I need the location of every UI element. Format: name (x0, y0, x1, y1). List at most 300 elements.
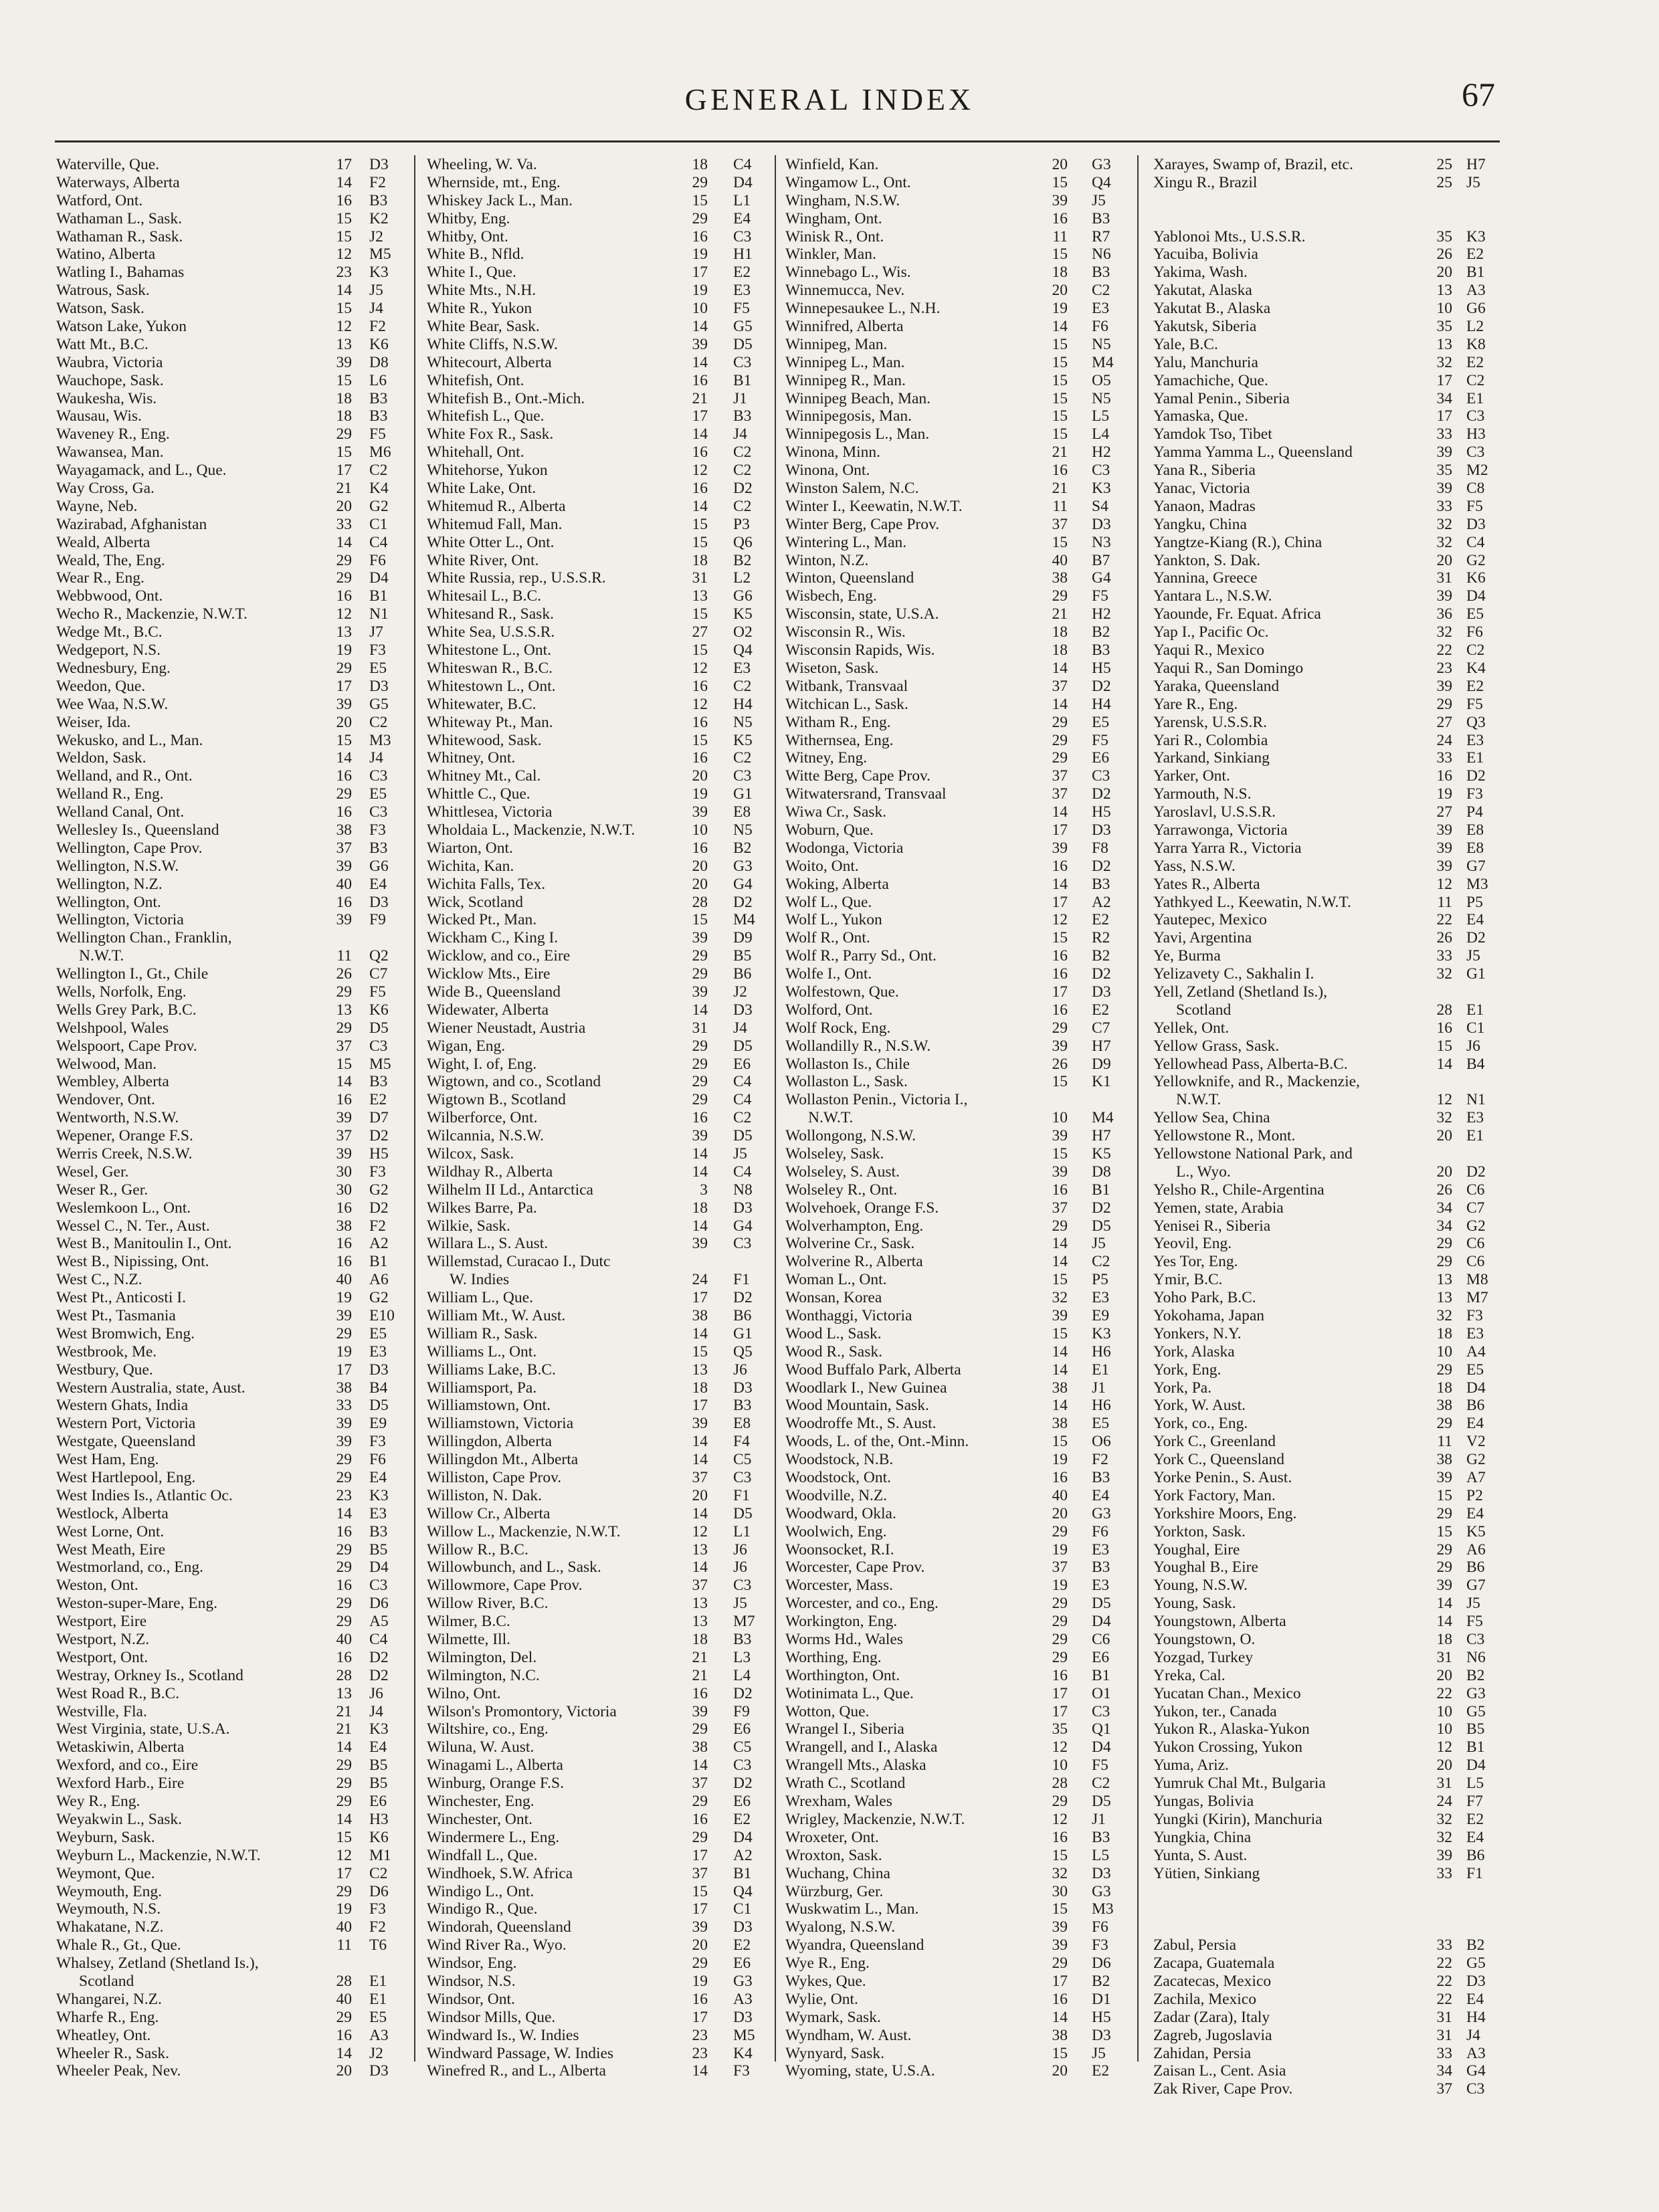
index-entry (56, 1847, 404, 1865)
grid-ref: D2 (733, 893, 753, 911)
map-page: 15 (336, 1055, 352, 1073)
place-name: Yacuiba, Bolivia (1153, 245, 1258, 264)
index-entry (785, 1613, 1127, 1631)
place-name: Wilson's Promontory, Victoria (427, 1702, 617, 1720)
map-page: 29 (1436, 1235, 1452, 1253)
index-entry (1153, 372, 1501, 390)
grid-ref: C4 (733, 1091, 752, 1109)
place-name: Worthington, Ont. (785, 1666, 900, 1684)
grid-ref: C6 (1466, 1253, 1485, 1271)
map-page: 24 (1436, 731, 1452, 749)
place-name: Watino, Alberta (56, 245, 156, 264)
place-name: Yell, Zetland (Shetland Is.), (1153, 983, 1327, 1001)
index-entry (56, 1199, 404, 1217)
index-entry (785, 1307, 1127, 1325)
place-name: Withernsea, Eng. (785, 731, 894, 749)
index-entry (1153, 858, 1501, 876)
grid-ref: D3 (1466, 515, 1486, 533)
map-page: 20 (1052, 156, 1068, 173)
place-name: Witham R., Eng. (785, 713, 891, 731)
place-name: Winchester, Eng. (427, 1793, 534, 1811)
grid-ref: E5 (369, 785, 387, 803)
place-name: Whitemud R., Alberta (427, 497, 566, 515)
index-entry (56, 1163, 404, 1181)
grid-ref: K2 (369, 209, 389, 227)
index-entry (427, 785, 765, 803)
map-page: 38 (692, 1738, 708, 1756)
index-entry (1153, 1703, 1501, 1721)
place-name: Waterways, Alberta (56, 173, 180, 191)
map-page: 20 (1436, 1127, 1452, 1145)
grid-ref: K3 (1466, 227, 1486, 245)
grid-ref: C4 (1466, 533, 1485, 551)
index-entry (785, 1865, 1127, 1883)
place-name: Yablonoi Mts., U.S.S.R. (1153, 227, 1306, 245)
grid-ref: A5 (369, 1613, 389, 1631)
grid-ref: G2 (1466, 1451, 1486, 1469)
map-page: 29 (1052, 1613, 1068, 1631)
place-name: Winona, Minn. (785, 443, 880, 462)
map-page: 32 (1436, 965, 1452, 983)
grid-ref: F1 (733, 1271, 750, 1289)
grid-ref: D3 (733, 2008, 753, 2026)
place-name: Wintering L., Man. (785, 533, 907, 551)
place-name: Whernside, mt., Eng. (427, 173, 561, 191)
map-page: 29 (1052, 1217, 1068, 1235)
map-page: 14 (692, 1163, 708, 1181)
grid-ref: F3 (369, 821, 386, 839)
map-page: 39 (692, 929, 708, 947)
grid-ref: E5 (369, 1324, 387, 1342)
index-entry (427, 1775, 765, 1793)
map-page: 10 (1436, 1702, 1452, 1720)
grid-ref: C8 (1466, 480, 1485, 498)
map-page: 17 (1052, 983, 1068, 1001)
place-name: Winnepesaukee L., N.H. (785, 300, 941, 318)
index-entry (1153, 282, 1501, 300)
map-page: 16 (336, 587, 352, 605)
index-entry (427, 534, 765, 552)
grid-ref: M7 (1466, 1289, 1488, 1307)
place-name: Yarra Yarra R., Victoria (1153, 839, 1302, 857)
index-entry (427, 1720, 765, 1738)
place-name: Yakutsk, Siberia (1153, 318, 1257, 336)
place-name: Workington, Eng. (785, 1613, 898, 1631)
place-name: Westport, N.Z. (56, 1631, 150, 1649)
grid-ref: B3 (1092, 1559, 1110, 1577)
grid-ref: R2 (1092, 929, 1110, 947)
grid-ref: D3 (1092, 1864, 1111, 1882)
map-page: 17 (692, 2008, 708, 2026)
index-entry (1153, 911, 1501, 929)
place-name: Whitefish L., Que. (427, 407, 545, 425)
index-entry (1153, 1235, 1501, 1253)
grid-ref: H5 (1092, 803, 1111, 821)
map-page: 17 (692, 407, 708, 425)
place-name: Witbank, Transvaal (785, 677, 908, 695)
index-entry (56, 605, 404, 623)
place-name: Yamaska, Que. (1153, 407, 1248, 425)
map-page: 14 (692, 497, 708, 515)
map-page: 22 (1436, 1954, 1452, 1973)
map-page: 39 (336, 1433, 352, 1451)
map-page: 39 (1436, 587, 1452, 605)
place-name: Winburg, Orange F.S. (427, 1775, 564, 1793)
map-page: 29 (692, 173, 708, 191)
grid-ref: E6 (733, 1954, 751, 1973)
grid-ref: F3 (733, 2062, 750, 2080)
index-entry (56, 462, 404, 480)
index-entry (1153, 876, 1501, 894)
grid-ref: C7 (1092, 1019, 1110, 1037)
map-page: 22 (1436, 1972, 1452, 1990)
grid-ref: G2 (1466, 1217, 1486, 1235)
index-entry (785, 1811, 1127, 1829)
place-name: Yreka, Cal. (1153, 1666, 1226, 1684)
grid-ref: C3 (733, 353, 752, 371)
index-entry (1153, 1469, 1501, 1487)
grid-ref: B1 (1466, 264, 1485, 282)
place-name: Winefred R., and L., Alberta (427, 2062, 606, 2080)
map-page: 37 (1052, 767, 1068, 785)
place-name: West Road R., B.C. (56, 1684, 180, 1702)
index-entry (427, 1613, 765, 1631)
map-page: 13 (336, 335, 352, 353)
map-page: 32 (1436, 1307, 1452, 1324)
grid-ref: F3 (369, 641, 386, 660)
index-column-2 (427, 156, 765, 2080)
map-page: 29 (1436, 1540, 1452, 1559)
grid-ref: D3 (369, 156, 389, 173)
index-entry (56, 443, 404, 462)
map-page: 20 (692, 875, 708, 893)
map-page: 15 (692, 533, 708, 551)
map-page: 33 (1436, 425, 1452, 443)
place-name: Weslemkoon L., Ont. (56, 1199, 191, 1217)
place-name: Yaounde, Fr. Equat. Africa (1153, 605, 1321, 623)
place-name: Wyoming, state, U.S.A. (785, 2062, 935, 2080)
place-name: Westmorland, co., Eng. (56, 1559, 204, 1577)
index-entry (427, 1019, 765, 1037)
place-name: Wiwa Cr., Sask. (785, 803, 887, 821)
index-entry (1153, 983, 1501, 1001)
place-name: Yamal Penin., Siberia (1153, 389, 1290, 407)
index-entry (56, 354, 404, 372)
index-entry (1153, 569, 1501, 587)
place-name: Wymark, Sask. (785, 2008, 881, 2026)
grid-ref: K4 (1466, 659, 1486, 677)
index-entry (56, 264, 404, 282)
place-name: Wrigley, Mackenzie, N.W.T. (785, 1810, 965, 1828)
grid-ref: G1 (733, 1324, 753, 1342)
map-page: 22 (1436, 1684, 1452, 1702)
map-page: 29 (336, 425, 352, 443)
index-entry (1153, 2009, 1501, 2027)
grid-ref: G6 (1466, 300, 1486, 318)
index-entry (1153, 1001, 1501, 1019)
map-page: 15 (336, 1828, 352, 1846)
grid-ref: F9 (369, 911, 386, 929)
map-page: 15 (1052, 245, 1068, 264)
map-page: 21 (1052, 443, 1068, 462)
index-entry (1153, 1685, 1501, 1703)
grid-ref: R7 (1092, 227, 1110, 245)
index-entry (785, 911, 1127, 929)
place-name: White Otter L., Ont. (427, 533, 555, 551)
grid-ref: E8 (733, 803, 751, 821)
index-entry (56, 876, 404, 894)
map-page: 25 (1436, 156, 1452, 173)
index-entry (427, 767, 765, 785)
place-name: Wingham, Ont. (785, 209, 882, 227)
place-name: York, Eng. (1153, 1361, 1222, 1379)
grid-ref: B6 (1466, 1397, 1485, 1415)
place-name: York Factory, Man. (1153, 1486, 1276, 1504)
place-name: Wilno, Ont. (427, 1684, 501, 1702)
place-name: Wey R., Eng. (56, 1793, 140, 1811)
map-page: 14 (1436, 1055, 1452, 1073)
map-page: 26 (1436, 245, 1452, 264)
grid-ref: F6 (1466, 623, 1483, 641)
place-name: Wrangell Mts., Alaska (785, 1756, 926, 1775)
index-entry (56, 1505, 404, 1523)
map-page: 19 (336, 1289, 352, 1307)
place-name: Wrexham, Wales (785, 1793, 892, 1811)
map-page: 39 (1052, 839, 1068, 857)
index-entry (56, 1001, 404, 1019)
index-entry (427, 1433, 765, 1451)
map-page: 21 (692, 389, 708, 407)
index-entry (427, 1900, 765, 1918)
map-page: 14 (336, 282, 352, 300)
map-page: 33 (1436, 749, 1452, 767)
index-entry (56, 228, 404, 246)
map-page: 17 (1052, 1684, 1068, 1702)
grid-ref: J4 (369, 1702, 383, 1720)
grid-ref: C3 (733, 1235, 752, 1253)
map-page: 14 (1052, 1253, 1068, 1271)
index-entry (1153, 2080, 1501, 2098)
index-entry (785, 336, 1127, 354)
grid-ref: M4 (733, 911, 755, 929)
index-entry (427, 569, 765, 587)
map-page: 22 (1436, 1990, 1452, 2008)
map-page: 16 (1052, 1001, 1068, 1019)
grid-ref: M3 (369, 731, 391, 749)
place-name: Yellek, Ont. (1153, 1019, 1230, 1037)
index-entry (56, 1145, 404, 1163)
grid-ref: D3 (733, 1001, 753, 1019)
place-name: Zahidan, Persia (1153, 2044, 1252, 2062)
grid-ref: D2 (369, 1666, 389, 1684)
place-name: Woodroffe Mt., S. Aust. (785, 1415, 937, 1433)
map-page: 15 (1052, 1324, 1068, 1342)
map-page: 16 (1052, 209, 1068, 227)
index-entry (56, 1271, 404, 1289)
map-page: 14 (1052, 318, 1068, 336)
grid-ref: F6 (369, 1451, 386, 1469)
grid-ref: G5 (1466, 1702, 1486, 1720)
map-page: 35 (1436, 462, 1452, 480)
place-name: Yes Tor, Eng. (1153, 1253, 1238, 1271)
place-name: Western Port, Victoria (56, 1415, 196, 1433)
place-name: Wykes, Que. (785, 1972, 866, 1990)
index-entry (785, 1163, 1127, 1181)
index-entry (427, 1811, 765, 1829)
index-entry (1153, 1954, 1501, 1973)
place-name: Waubra, Victoria (56, 353, 163, 371)
index-entry (1153, 1900, 1501, 1918)
grid-ref: E3 (733, 282, 751, 300)
index-entry (1153, 1847, 1501, 1865)
index-entry (1153, 174, 1501, 192)
grid-ref: E3 (1466, 1109, 1484, 1127)
index-entry (56, 858, 404, 876)
grid-ref: E6 (733, 1720, 751, 1738)
index-entry (427, 336, 765, 354)
index-entry (1153, 1523, 1501, 1541)
grid-ref: L2 (733, 569, 751, 587)
map-page: 16 (1052, 1990, 1068, 2008)
grid-ref: M4 (1092, 1109, 1114, 1127)
grid-ref: A6 (369, 1271, 389, 1289)
place-name: Williamstown, Ont. (427, 1397, 551, 1415)
map-page: 15 (1436, 1037, 1452, 1055)
place-name: Wolseley R., Ont. (785, 1181, 898, 1199)
map-page: 37 (692, 1775, 708, 1793)
grid-ref: E10 (369, 1307, 395, 1324)
map-page: 19 (692, 245, 708, 264)
grid-ref: H6 (1092, 1397, 1111, 1415)
place-name: Yakutat, Alaska (1153, 282, 1252, 300)
grid-ref: E3 (369, 1342, 387, 1361)
map-page: 16 (336, 803, 352, 821)
map-page: 28 (1052, 1775, 1068, 1793)
grid-ref: B7 (1092, 551, 1110, 569)
grid-ref: E5 (1092, 1415, 1110, 1433)
place-name: Wollandilly R., N.S.W. (785, 1037, 931, 1055)
grid-ref: C3 (369, 767, 388, 785)
place-name: Wood L., Sask. (785, 1324, 882, 1342)
map-page: 19 (692, 785, 708, 803)
map-page: 16 (1052, 965, 1068, 983)
map-page: 29 (336, 1540, 352, 1559)
map-page: 31 (692, 569, 708, 587)
index-entry (785, 425, 1127, 443)
map-page: 31 (1436, 569, 1452, 587)
place-name: Westbury, Que. (56, 1361, 153, 1379)
index-entry (56, 1703, 404, 1721)
place-name: Würzburg, Ger. (785, 1882, 884, 1900)
index-entry (56, 372, 404, 390)
grid-ref: H4 (1092, 695, 1111, 713)
index-entry (427, 749, 765, 767)
index-entry (427, 1343, 765, 1361)
place-name: Whitecourt, Alberta (427, 353, 552, 371)
index-entry (427, 696, 765, 714)
grid-ref: C1 (369, 515, 388, 533)
grid-ref: B1 (1466, 1738, 1485, 1756)
place-name: Winkler, Man. (785, 245, 876, 264)
index-entry (427, 1847, 765, 1865)
map-page: 14 (1052, 803, 1068, 821)
place-name: Woonsocket, R.I. (785, 1540, 894, 1559)
map-page: 38 (336, 1217, 352, 1235)
index-entry (56, 1811, 404, 1829)
place-name: Yungki (Kirin), Manchuria (1153, 1810, 1323, 1828)
place-name: West Indies Is., Atlantic Oc. (56, 1486, 233, 1504)
map-page: 29 (336, 1469, 352, 1487)
index-entry (56, 1253, 404, 1271)
grid-ref: C2 (1092, 1775, 1110, 1793)
grid-ref: C7 (1466, 1199, 1485, 1217)
index-entry (427, 1541, 765, 1559)
place-name: Woolwich, Eng. (785, 1522, 887, 1540)
map-page: 15 (336, 227, 352, 245)
map-page: 40 (1052, 551, 1068, 569)
map-page: 29 (336, 1882, 352, 1900)
map-page: 38 (1052, 2026, 1068, 2044)
grid-ref: B2 (733, 551, 752, 569)
index-entry (427, 1361, 765, 1379)
index-entry (427, 354, 765, 372)
map-page: 21 (336, 1720, 352, 1738)
place-name: L., Wyo. (1176, 1163, 1231, 1181)
place-name: Yucatan Chan., Mexico (1153, 1684, 1301, 1702)
place-name: Woman L., Ont. (785, 1271, 887, 1289)
map-page: 16 (336, 1235, 352, 1253)
map-page: 35 (1436, 227, 1452, 245)
place-name: Whitestone L., Ont. (427, 641, 552, 660)
grid-ref: C2 (1092, 282, 1110, 300)
index-entry (427, 1918, 765, 1936)
index-entry (427, 1865, 765, 1883)
place-name: Yokohama, Japan (1153, 1307, 1265, 1324)
index-entry (785, 1235, 1127, 1253)
grid-ref: G3 (1092, 156, 1111, 173)
map-page: 21 (336, 480, 352, 498)
map-page: 15 (1436, 1522, 1452, 1540)
map-page: 15 (1052, 425, 1068, 443)
index-entry (56, 1487, 404, 1505)
index-entry (56, 983, 404, 1001)
index-entry (56, 1379, 404, 1397)
map-page: 14 (692, 1504, 708, 1522)
map-page: 31 (1436, 1648, 1452, 1666)
place-name: Ymir, B.C. (1153, 1271, 1223, 1289)
place-name: West Hartlepool, Eng. (56, 1469, 196, 1487)
map-page: 16 (1436, 767, 1452, 785)
grid-ref: J5 (1092, 2044, 1106, 2062)
index-entry (785, 1181, 1127, 1199)
grid-ref: H3 (1466, 425, 1486, 443)
index-entry (427, 1415, 765, 1433)
map-page: 29 (692, 1828, 708, 1846)
index-entry (56, 1613, 404, 1631)
index-entry (785, 1649, 1127, 1667)
index-entry (56, 1829, 404, 1847)
place-name: Witney, Eng. (785, 749, 868, 767)
index-entry (427, 2027, 765, 2045)
place-name: Yakima, Wash. (1153, 264, 1248, 282)
index-entry (1153, 894, 1501, 912)
index-entry (56, 623, 404, 641)
map-page: 18 (1436, 1324, 1452, 1342)
index-entry (785, 1397, 1127, 1415)
map-page: 39 (1436, 480, 1452, 498)
grid-ref: C3 (1092, 767, 1110, 785)
place-name: White Sea, U.S.S.R. (427, 623, 555, 641)
